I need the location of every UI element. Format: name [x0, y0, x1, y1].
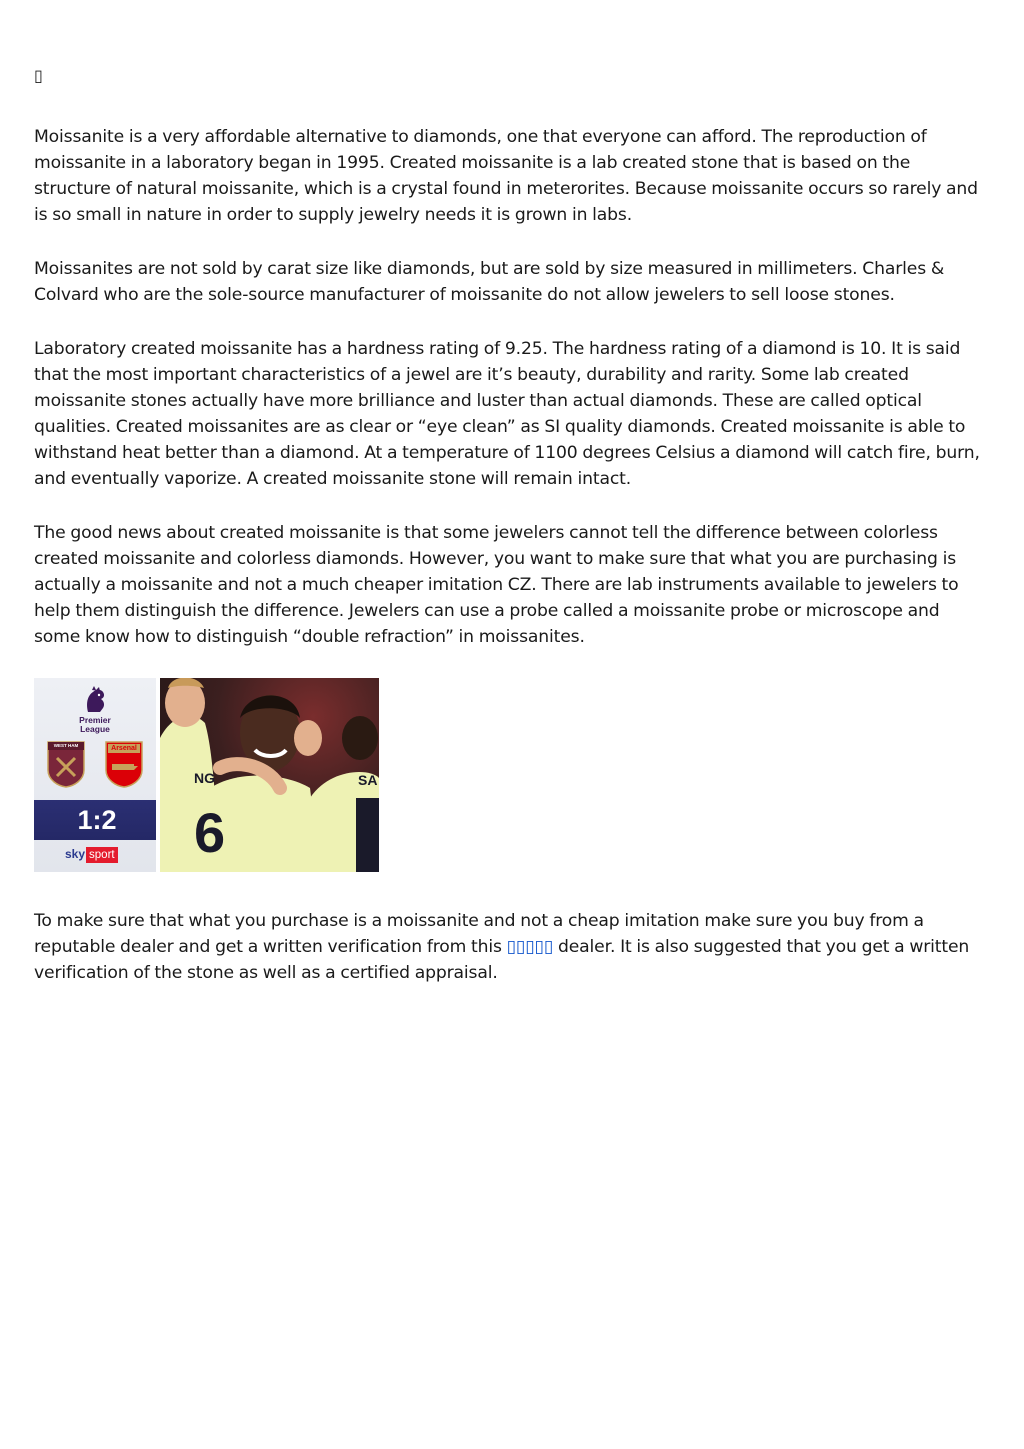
premier-league-lion-icon — [78, 686, 112, 714]
paragraph-purchase-advice — [34, 908, 990, 986]
scoreboard-panel — [34, 678, 160, 872]
shirt-number-text: 6 — [194, 801, 226, 864]
arsenal-crest-text: Arsenal — [111, 745, 137, 752]
shirt-name-text-right: SA — [358, 772, 378, 788]
league-name-line1: Premier — [79, 715, 111, 725]
paragraph-intro: Moissanite is a very affordable alternative to diamonds, one that everyone can afford. The reproduction of moissanite in a laboratory began in 1995. Created moissanite is a lab created stone that is based on the structure of natural moissanite, which is a crystal found in meterorites. Because moissanite occurs so rarely and is so small in nature in order to supply jewelry needs it is grown in labs. — [34, 127, 978, 225]
players-illustration — [160, 678, 379, 872]
west-ham-crest-text: WEST HAM — [53, 743, 79, 748]
document-body — [34, 60, 990, 1014]
missing-glyph-icon: ▯ — [34, 66, 43, 85]
league-name-line2: League — [80, 724, 110, 734]
dealer-link[interactable]: ▯▯▯▯▯ — [506, 937, 554, 957]
purchase-text-end: dealer. It is also suggested that you get a written verification of the stone as well as a certified appraisal. — [34, 937, 970, 983]
west-ham-crest — [46, 740, 86, 788]
purchase-text-start: To make sure that what you purchase is a moissanite and not a cheap imitation make sure you buy from a reputable dealer and get a written verification from this — [34, 911, 924, 957]
broadcaster-logo — [65, 846, 118, 863]
arsenal-crest — [104, 740, 144, 788]
league-name — [64, 716, 126, 734]
paragraph-sizing: Moissanites are not sold by carat size like diamonds, but are sold by size measured in millimeters. Charles & Colvard who are the sole-source manufacturer of moissanite do not allow jewelers to sell loose stones. — [34, 259, 945, 305]
broadcaster-sky: sky — [65, 847, 86, 861]
celebration-photo — [160, 678, 379, 872]
paragraph-hardness: Laboratory created moissanite has a hardness rating of 9.25. The hardness rating of a diamond is 10. It is said that the most important characteristics of a jewel are it’s beauty, durability and rarity. Some lab created moissanite stones actually have more brilliance and luster than actual diamonds. These are called optical qualities. Created moissanites are as clear or “eye clean” as SI quality diamonds. Created moissanite is able to withstand heat better than a diamond. At a temperature of 1100 degrees Celsius a diamond will catch fire, burn, and eventually vaporize. A created moissanite stone will remain intact. — [34, 339, 980, 489]
match-score: 1:2 — [34, 800, 160, 840]
shirt-name-text: NG — [194, 770, 215, 786]
broadcaster-sport: sport — [86, 847, 118, 863]
paragraph-identification: The good news about created moissanite is that some jewelers cannot tell the difference between colorless created moissanite and colorless diamonds. However, you want to make sure that what you are purchasing is actually a moissanite and not a much cheaper imitation CZ. There are lab instruments available to jewelers to help them distinguish the difference. Jewelers can use a probe called a moissanite probe or microscope and some know how to distinguish “double refraction” in moissanites. — [34, 523, 959, 647]
article-image — [34, 678, 379, 872]
